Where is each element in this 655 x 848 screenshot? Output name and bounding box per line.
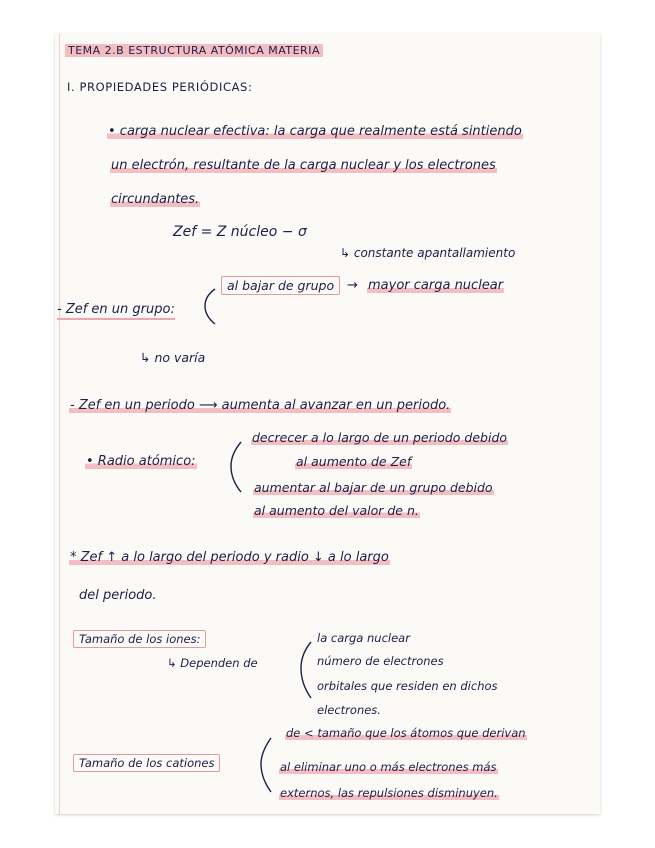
radio-a2: al aumento de Zef bbox=[296, 454, 412, 469]
page-title: TEMA 2.B ESTRUCTURA ATÓMICA MATERIA bbox=[65, 44, 323, 57]
iones-bracket bbox=[301, 642, 311, 698]
iones-item-3: orbitales que residen en dichos bbox=[317, 679, 498, 693]
cationes-line-3: externos, las repulsiones disminuyen. bbox=[280, 786, 498, 800]
grupo-boxed-text: al bajar de grupo bbox=[221, 278, 340, 293]
radio-b1: aumentar al bajar de un grupo debido bbox=[254, 480, 493, 495]
iones-label: Tamaño de los iones: bbox=[73, 632, 206, 646]
margin-line bbox=[59, 34, 60, 814]
grupo-label: - Zef en un grupo: bbox=[57, 302, 175, 317]
handwritten-brackets bbox=[55, 34, 600, 814]
cationes-line-2: al eliminar uno o más electrones más bbox=[280, 760, 497, 774]
formula-note: ↳ constante apantallamiento bbox=[340, 246, 516, 260]
radio-b2: al aumento del valor de n. bbox=[254, 503, 419, 518]
cationes-label: Tamaño de los cationes bbox=[73, 756, 220, 770]
radio-bracket bbox=[231, 442, 241, 492]
radio-a1: decrecer a lo largo de un periodo debido bbox=[252, 430, 508, 445]
periodo-line: - Zef en un periodo ⟶ aumenta al avanzar en un periodo. bbox=[70, 398, 451, 413]
section-heading: I. PROPIEDADES PERIÓDICAS: bbox=[67, 80, 253, 94]
iones-item-4: electrones. bbox=[317, 703, 381, 717]
formula: Zef = Z núcleo − σ bbox=[173, 224, 307, 240]
radio-label: • Radio atómico: bbox=[86, 454, 196, 469]
notebook-page bbox=[55, 34, 600, 814]
carga-line-3: circundantes. bbox=[111, 192, 200, 207]
carga-line-1: • carga nuclear efectiva: la carga que realmente está sintiendo bbox=[108, 124, 522, 139]
iones-item-1: la carga nuclear bbox=[317, 631, 410, 645]
cationes-bracket bbox=[261, 738, 271, 792]
iones-item-2: número de electrones bbox=[317, 654, 444, 668]
resumen-line-2: del periodo. bbox=[79, 588, 157, 603]
carga-line-2: un electrón, resultante de la carga nuclear y los electrones bbox=[111, 158, 496, 173]
cationes-line-1: de < tamaño que los átomos que derivan bbox=[286, 726, 526, 740]
resumen-line-1: * Zef ↑ a lo largo del periodo y radio ↓ a lo largo bbox=[70, 550, 389, 565]
iones-depende: ↳ Dependen de bbox=[167, 656, 258, 670]
grupo-bracket bbox=[205, 289, 215, 324]
grupo-note: ↳ no varía bbox=[140, 350, 206, 365]
grupo-arrow: → bbox=[347, 278, 358, 293]
grupo-result: mayor carga nuclear bbox=[368, 278, 504, 293]
